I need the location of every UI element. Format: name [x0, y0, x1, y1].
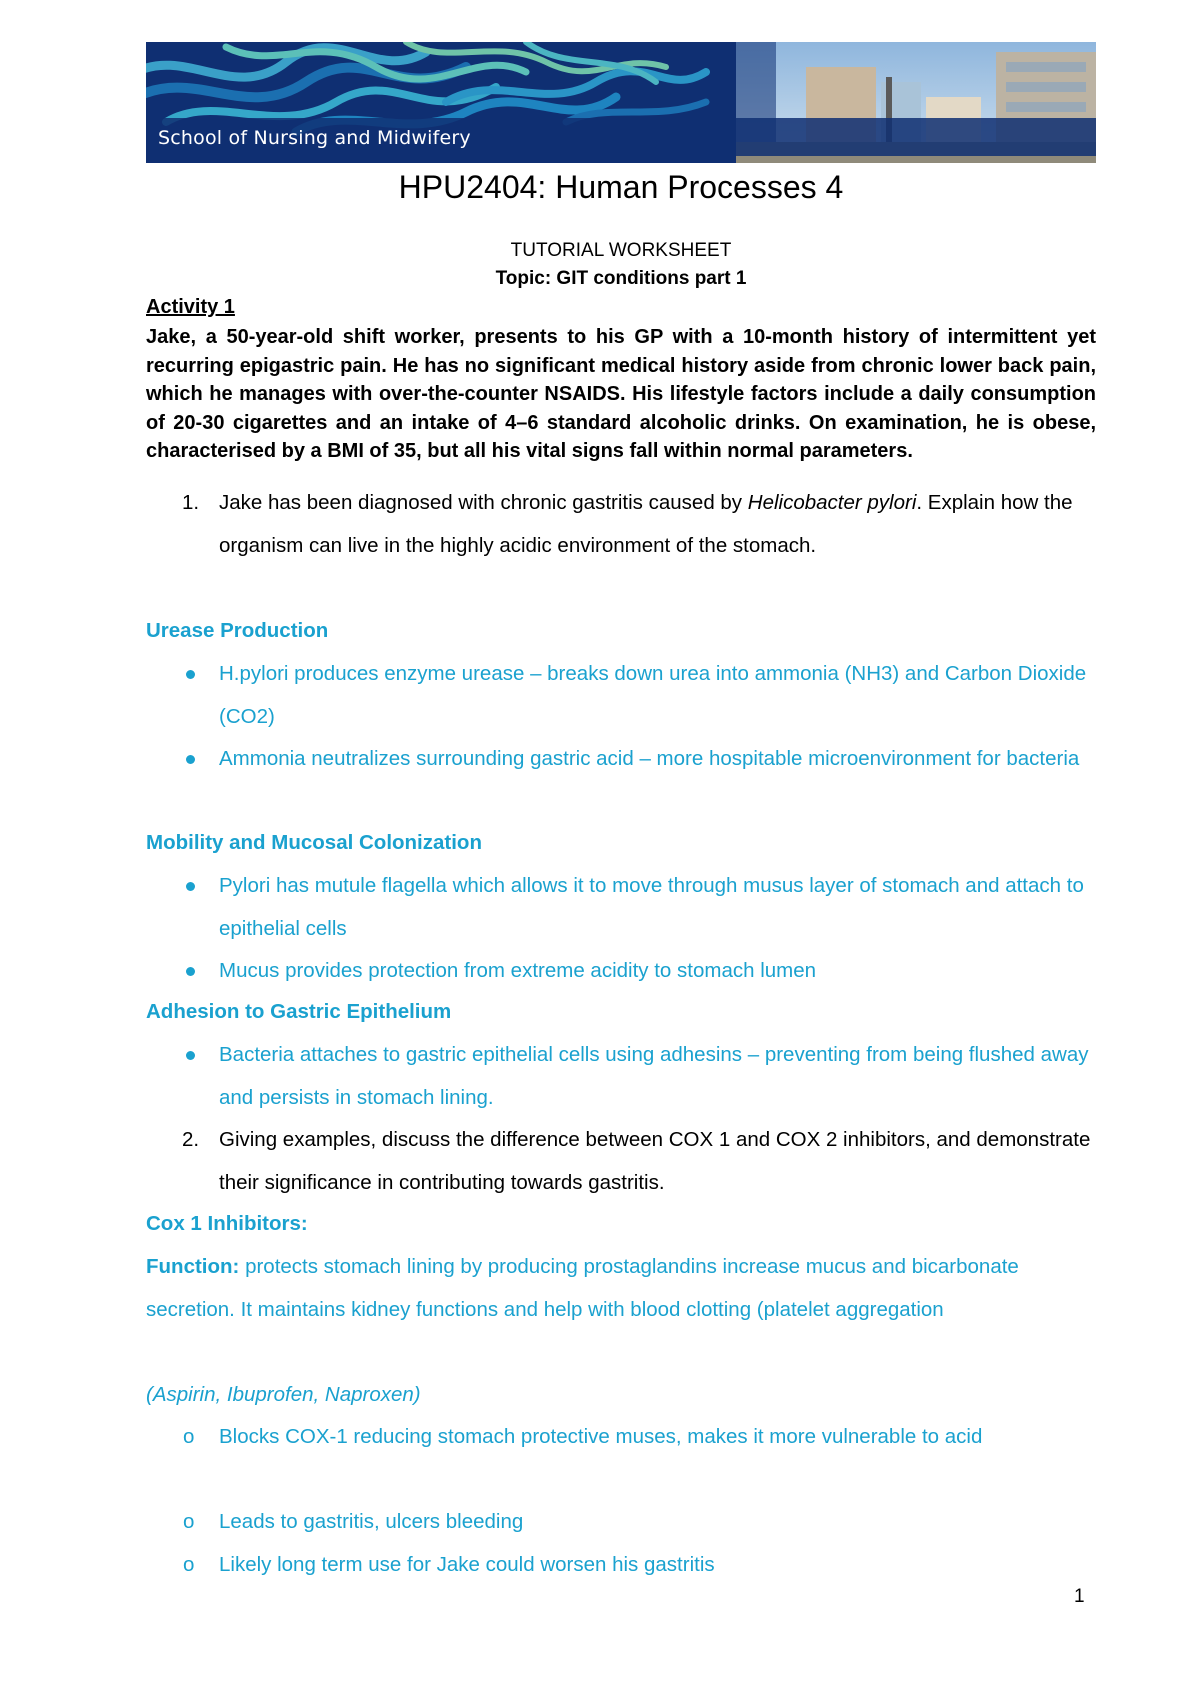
page-number: 1 [1074, 1586, 1085, 1607]
cox1-examples: (Aspirin, Ibuprofen, Naproxen) [146, 1383, 421, 1406]
bullet-icon [186, 1051, 195, 1060]
bullet-icon [186, 882, 195, 891]
worksheet-title: TUTORIAL WORKSHEET [510, 240, 732, 261]
list-item: Bacteria attaches to gastric epithelial cells using adhesins – preventing from being flushed away and persists in stomach lining. [146, 1034, 1096, 1119]
list-item: o Likely long term use for Jake could worsen his gastritis [146, 1544, 1096, 1587]
organism-name: Helicobacter pylori [747, 491, 917, 514]
list-item: o Blocks COX-1 reducing stomach protective muses, makes it more vulnerable to acid [146, 1416, 1096, 1459]
section-heading-urease: Urease Production [146, 619, 329, 642]
list-item: Mucus provides protection from extreme acidity to stomach lumen [146, 950, 1096, 993]
course-title: HPU2404: Human Processes 4 [398, 169, 844, 205]
cox1-function: Function: protects stomach lining by producing prostaglandins increase mucus and bicarbonate secretion. It maintains kidney functions and help with blood clotting (platelet aggregation [146, 1255, 1019, 1321]
section-heading-cox1: Cox 1 Inhibitors: [146, 1212, 308, 1235]
section-heading-mobility: Mobility and Mucosal Colonization [146, 831, 482, 854]
circle-bullet-icon: o [183, 1425, 195, 1448]
banner-title: School of Nursing and Midwifery [158, 127, 471, 149]
list-item: o Leads to gastritis, ulcers bleeding [146, 1501, 1096, 1544]
bullet-icon [186, 670, 195, 679]
question-2 [146, 1119, 1096, 1204]
case-scenario: Jake, a 50-year-old shift worker, presents to his GP with a 10-month history of intermittent yet recurring epigastric pain. He has no significant medical history aside from chronic lower back pain, which he manages with over-the-counter NSAIDS. His lifestyle factors include a daily consumption of 20-30 cigarettes and an intake of 4–6 standard alcoholic drinks. On examination, he is obese, characterised by a BMI of 35, but all his vital signs fall within normal parameters. [146, 326, 1096, 462]
question-number: 1. [182, 491, 200, 514]
section-heading-adhesion: Adhesion to Gastric Epithelium [146, 1000, 452, 1023]
activity-label: Activity 1 [146, 296, 235, 318]
list-item: H.pylori produces enzyme urease – breaks down urea into ammonia (NH3) and Carbon Dioxide (CO2) [146, 653, 1096, 738]
question-1 [146, 482, 1096, 567]
header-banner [146, 42, 1096, 163]
bullet-icon [186, 755, 195, 764]
list-item: Pylori has mutule flagella which allows it to move through musus layer of stomach and attach to epithelial cells [146, 865, 1096, 950]
circle-bullet-icon: o [183, 1553, 195, 1576]
question-text: Jake has been diagnosed with chronic gastritis caused by Helicobacter pylori. Explain how the organism can live in the highly acidic environment of the stomach. [219, 491, 1073, 557]
question-text: Giving examples, discuss the difference between COX 1 and COX 2 inhibitors, and demonstrate their significance in contributing towards gastritis. [219, 1128, 1091, 1194]
question-number: 2. [182, 1128, 200, 1151]
bullet-icon [186, 967, 195, 976]
function-label: Function: [146, 1255, 240, 1278]
worksheet-topic: Topic: GIT conditions part 1 [495, 268, 747, 289]
list-item: Ammonia neutralizes surrounding gastric acid – more hospitable microenvironment for bacteria [146, 738, 1096, 781]
circle-bullet-icon: o [183, 1510, 195, 1533]
